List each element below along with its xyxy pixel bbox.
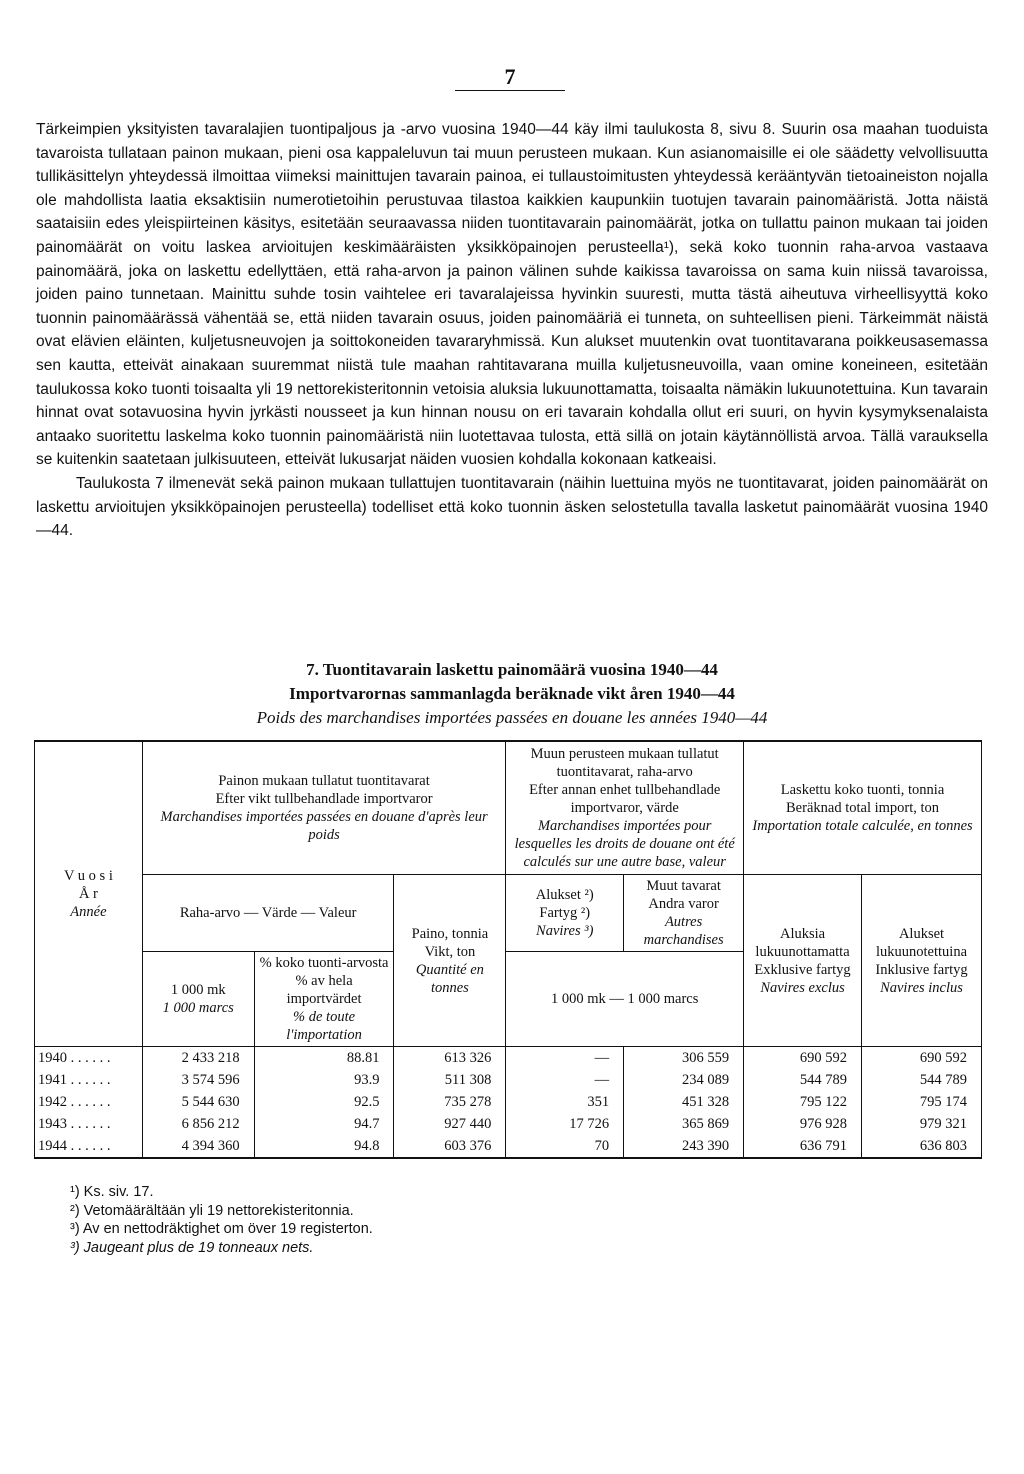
col-incl-header: Alukset lukuunotettuina Inklusive fartyg Navires inclus	[862, 875, 982, 1047]
table-row: 1943 . . . . . . 6 856 212 94.7 927 440 17 726 365 869 976 928 979 321	[35, 1113, 982, 1135]
footnote-3: ³) Av en nettodräktighet om över 19 registerton.	[70, 1221, 373, 1237]
footnote-4: ³) Jaugeant plus de 19 tonneaux nets.	[70, 1239, 314, 1256]
col-weight-header: Paino, tonnia Vikt, ton Quantité en tonnes	[394, 875, 506, 1047]
body-text	[36, 118, 988, 543]
page-number: 7	[455, 64, 565, 91]
unit-row-header: 1 000 mk — 1 000 marcs	[506, 952, 744, 1047]
raha-arvo-header: Raha-arvo — Värde — Valeur	[142, 875, 394, 952]
col-excl-header: Aluksia lukuunottamatta Exklusive fartyg Navires exclus	[744, 875, 862, 1047]
table-row: 1940 . . . . . . 2 433 218 88.81 613 326 — 306 559 690 592 690 592	[35, 1047, 982, 1070]
table-row: 1944 . . . . . . 4 394 360 94.8 603 376 70 243 390 636 791 636 803	[35, 1135, 982, 1158]
paragraph-1: Tärkeimpien yksityisten tavaralajien tuontipaljous ja -arvo vuosina 1940—44 käy ilmi taulukosta 8, sivu 8. Suurin osa maahan tuoduista tavaroista tullataan painon mukaan, pieni osa kappaleluvun tai muun perusteen mukaan. Kun asianomaisille ei ole säädetty velvollisuutta tullikäsittelyn yhteydessä ilmoittaa viimeksi mainittujen tavarain painoa, ei tullaustoimitusten yhteydessä kerääntyvän tietoaineiston nojalla ole mahdollista laatia eksaktisiin numerotietoihin perustuvaa tilastoa kaikkien kaupunkiin tuotujen tavarain painomääristä. Jotta näistä saataisiin edes yleispiirteinen käsitys, esitetään seuraavassa niiden tuontitavarain painomäärät, jotka on tullattu painon mukaan tai joiden painomäärät on voitu laskea arvioitujen keskimääräisten yksikköpainojen perusteella¹), sekä koko tuonnin raha-arvoa vastaava painomäärä, joka on laskettu edellyttäen, että raha-arvon ja painon välinen suhde kaikissa tavaroissa on sama kuin niissä tavaroissa, joiden paino tunnetaan. Mainittu suhde tosin vaihtelee eri tavaralajeissa hyvinkin suuresti, mutta tästä aiheutuva virheellisyyttä koko tuonnin painomäärässä vähentää se, että niiden tavarain osuus, joiden painomääriä ei tunneta, on suhteellisen pieni. Tärkeimmät näistä ovat elävien eläinten, kuljetusneuvojen ja soittokoneiden tavararyhmissä. Kun alukset muutenkin ovat tuontitavarana poikkeusasemassa sen kautta, etteivät ainakaan suuremmat niistä tule maahan rahtitavarana muilla kuljetusneuvoilla, vaan omine koneineen, esitetään taulukossa koko tuonti toisaalta yli 19 nettorekisteritonnin vetoisia aluksia lukuunottamatta, toisaalta nämäkin lukuunotettuina. Kun tavarain hinnat ovat sotavuosina hyvin jyrkästi nousseet ja kun hinnan nousu on eri tavarain kohdalla ollut eri suuri, on hyvin kysymyksenalaista antaako suoritettu laskelma koko tuonnin painomääristä niin luotettavaa tulosta, että sillä on jotain käytännöllistä arvoa. Tällä varauksella se kuitenkin saatetaan julkisuuteen, etteivät lukusarjat näiden vuosien kohdalla kokonaan katkeaisi.	[36, 121, 988, 469]
group-other-basis-header: Muun perusteen mukaan tullatut tuontitavarat, raha-arvo Efter annan enhet tullbehandlade importvaror, värde Marchandises importées pour lesquelles les droits de douane ont été calculés sur une autre base, valeur	[506, 741, 744, 875]
footnote-2: ²) Vetomäärältään yli 19 nettorekisteritonnia.	[70, 1202, 354, 1219]
col-mk-header: 1 000 mk 1 000 marcs	[142, 952, 254, 1047]
table-row: 1941 . . . . . . 3 574 596 93.9 511 308 — 234 089 544 789 544 789	[35, 1069, 982, 1091]
col-other-header: Muut tavarat Andra varor Autres marchandises	[624, 875, 744, 952]
paragraph-2: Taulukosta 7 ilmenevät sekä painon mukaan tullattujen tuontitavarain (näihin luettuina myös ne tuontitavarat, joiden painomäärät on laskettu arvioitujen yksikköpainojen perusteella) todelliset että koko tuonnin äsken selostetulla tavalla lasketut painomäärät vuosina 1940—44.	[36, 474, 988, 540]
group-weight-header: Painon mukaan tullatut tuontitavarat Efter vikt tullbehandlade importvaror Marchandises importées passées en douane d'après leur poids	[142, 741, 506, 875]
table-row: 1942 . . . . . . 5 544 630 92.5 735 278 351 451 328 795 122 795 174	[35, 1091, 982, 1113]
footnote-1: ¹) Ks. siv. 17.	[70, 1184, 154, 1200]
weight-table	[34, 740, 982, 1159]
table-title-sv: Importvarornas sammanlagda beräknade vikt åren 1940—44	[289, 684, 735, 703]
col-pct-header: % koko tuonti-arvosta % av hela importvärdet % de toute l'importation	[254, 952, 394, 1047]
year-header: V u o s i Å r Année	[35, 741, 143, 1047]
table-title-fr: Poids des marchandises importées passées en douane les années 1940—44	[256, 708, 768, 727]
group-total-header: Laskettu koko tuonti, tonnia Beräknad total import, ton Importation totale calculée, en tonnes	[744, 741, 982, 875]
footnotes	[70, 1183, 373, 1257]
table-title-fi: 7. Tuontitavarain laskettu painomäärä vuosina 1940—44	[306, 660, 718, 679]
col-ships-header: Alukset ²) Fartyg ²) Navires ³)	[506, 875, 624, 952]
